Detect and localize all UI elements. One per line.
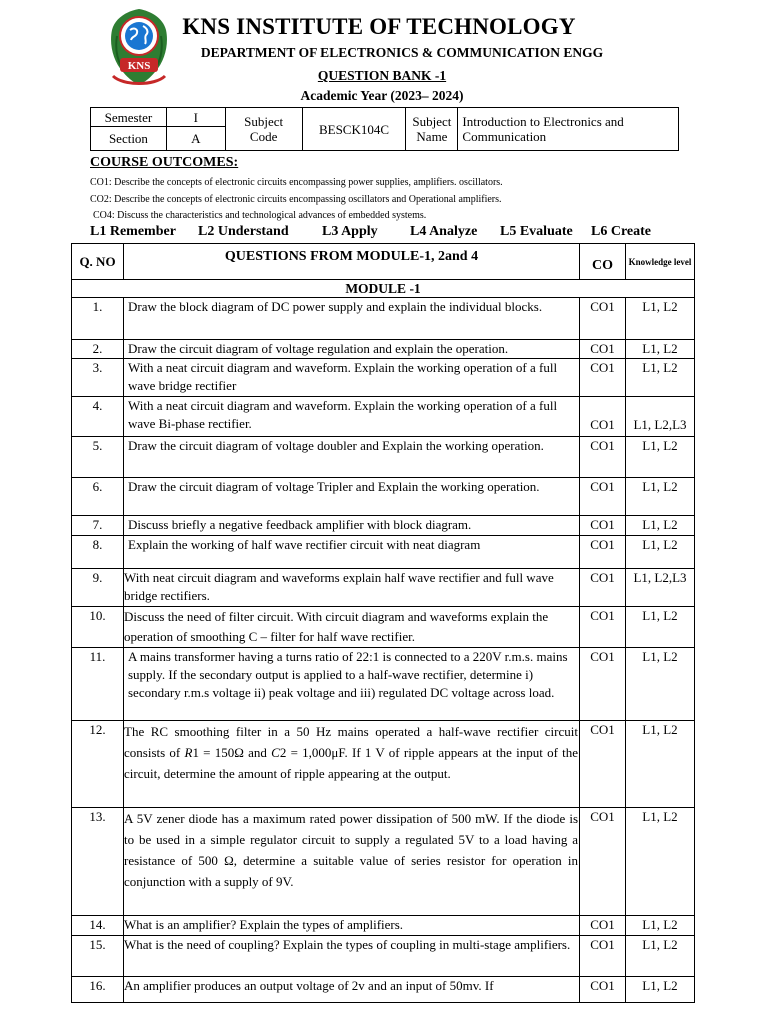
question-number: 5. <box>72 437 124 478</box>
knowledge-level: L1, L2 <box>626 916 695 936</box>
question-number: 2. <box>72 340 124 359</box>
co-value: CO1 <box>580 340 626 359</box>
knowledge-level: L1, L2 <box>626 478 695 516</box>
knowledge-level: L1, L2 <box>626 648 695 721</box>
semester-value: I <box>166 108 225 127</box>
table-row <box>72 340 695 359</box>
bloom-level: L2 Understand <box>198 224 289 239</box>
bloom-level: L3 Apply <box>322 224 378 239</box>
question-text: Explain the working of half wave rectifier circuit with neat diagram <box>124 536 580 569</box>
question-text: A mains transformer having a turns ratio of 22:1 is connected to a 220V r.m.s. mains supply. If the secondary output is applied to a half-wave rectifier, determine i) secondary r.m.s voltage ii) peak voltage and iii) regulated DC voltage across load. <box>124 648 580 721</box>
course-outcome: CO2: Describe the concepts of electronic circuits encompassing oscillators and Operational amplifiers. <box>90 194 502 205</box>
co-value: CO1 <box>580 298 626 340</box>
knowledge-level: L1, L2 <box>626 298 695 340</box>
bloom-level: L1 Remember <box>90 224 176 239</box>
table-row <box>72 359 695 397</box>
knowledge-level: L1, L2,L3 <box>626 569 695 607</box>
section-value: A <box>166 127 225 151</box>
co-value: CO1 <box>580 536 626 569</box>
table-row <box>72 569 695 607</box>
co-value: CO1 <box>580 936 626 977</box>
question-text: Discuss briefly a negative feedback amplifier with block diagram. <box>124 516 580 536</box>
bloom-level: L6 Create <box>591 224 651 239</box>
table-row <box>72 437 695 478</box>
co-value: CO1 <box>580 721 626 808</box>
co-value: CO1 <box>580 808 626 916</box>
module-title: MODULE -1 <box>72 280 695 298</box>
doc-title: QUESTION BANK -1 <box>317 68 447 83</box>
bloom-level: L5 Evaluate <box>500 224 573 239</box>
co-value: CO1 <box>580 607 626 648</box>
question-number: 9. <box>72 569 124 607</box>
academic-year: Academic Year (2023– 2024) <box>300 88 464 103</box>
header-knowledge-level: Knowledge level <box>626 244 695 280</box>
question-number: 13. <box>72 808 124 916</box>
question-text: With a neat circuit diagram and waveform. Explain the working operation of a full wave Bi-phase rectifier. <box>124 397 580 437</box>
co-value: CO1 <box>580 569 626 607</box>
question-number: 1. <box>72 298 124 340</box>
knowledge-level: L1, L2 <box>626 936 695 977</box>
course-outcome: CO4: Discuss the characteristics and technological advances of embedded systems. <box>93 210 427 221</box>
question-number: 6. <box>72 478 124 516</box>
question-number: 14. <box>72 916 124 936</box>
question-number: 8. <box>72 536 124 569</box>
question-text: Discuss the need of filter circuit. With circuit diagram and waveforms explain the operation of smoothing C – filter for half wave rectifier. <box>124 607 580 648</box>
table-row <box>72 478 695 516</box>
knowledge-level: L1, L2,L3 <box>626 397 695 437</box>
knowledge-level: L1, L2 <box>626 536 695 569</box>
header-qno: Q. NO <box>72 244 124 280</box>
question-number: 3. <box>72 359 124 397</box>
question-text: The RC smoothing filter in a 50 Hz mains operated a half-wave rectifier circuit consists of R1 = 150Ω and C2 = 1,000μF. If 1 V of ripple appears at the input of the circuit, determine the amount of ripple appearing at the output. <box>124 721 580 808</box>
question-number: 11. <box>72 648 124 721</box>
table-row <box>72 648 695 721</box>
knowledge-level: L1, L2 <box>626 516 695 536</box>
table-row <box>72 607 695 648</box>
bloom-level: L4 Analyze <box>410 224 478 239</box>
table-row <box>72 536 695 569</box>
question-text: Draw the circuit diagram of voltage Tripler and Explain the working operation. <box>124 478 580 516</box>
co-value: CO1 <box>580 916 626 936</box>
table-row <box>72 397 695 437</box>
question-text: Draw the circuit diagram of voltage doubler and Explain the working operation. <box>124 437 580 478</box>
semester-label: Semester <box>91 108 167 127</box>
co-value: CO1 <box>580 648 626 721</box>
subject-code-value: BESCK104C <box>302 108 406 151</box>
question-number: 15. <box>72 936 124 977</box>
question-text: Draw the block diagram of DC power supply and explain the individual blocks. <box>124 298 580 340</box>
subject-code-label: Subject Code <box>225 108 302 151</box>
question-text: With neat circuit diagram and waveforms explain half wave rectifier and full wave bridge rectifiers. <box>124 569 580 607</box>
question-number: 16. <box>72 977 124 1003</box>
table-row <box>72 936 695 977</box>
knowledge-level: L1, L2 <box>626 607 695 648</box>
course-outcomes-title: COURSE OUTCOMES: <box>90 155 239 170</box>
knowledge-level: L1, L2 <box>626 808 695 916</box>
question-text: What is an amplifier? Explain the types of amplifiers. <box>124 916 580 936</box>
knowledge-level: L1, L2 <box>626 359 695 397</box>
institute-name: KNS INSTITUTE OF TECHNOLOGY <box>182 14 576 39</box>
table-row <box>72 916 695 936</box>
question-number: 12. <box>72 721 124 808</box>
department-name: DEPARTMENT OF ELECTRONICS & COMMUNICATION ENGG <box>200 45 604 60</box>
question-text: A 5V zener diode has a maximum rated power dissipation of 500 mW. If the diode is to be used in a simple regulator circuit to supply a regulated 5V to a load having a resistance of 500 Ω, determine a suitable value of series resistor for operation in conjunction with a supply of 9V. <box>124 808 580 916</box>
subject-name-label: Subject Name <box>406 108 458 151</box>
co-value: CO1 <box>580 478 626 516</box>
co-value: CO1 <box>580 359 626 397</box>
question-number: 10. <box>72 607 124 648</box>
question-text: Draw the circuit diagram of voltage regulation and explain the operation. <box>124 340 580 359</box>
co-value: CO1 <box>580 977 626 1003</box>
subject-name-value: Introduction to Electronics and Communication <box>458 108 679 151</box>
table-row <box>72 721 695 808</box>
knowledge-level: L1, L2 <box>626 437 695 478</box>
header-co: CO <box>580 244 626 280</box>
section-label: Section <box>91 127 167 151</box>
knowledge-level: L1, L2 <box>626 340 695 359</box>
table-row <box>72 977 695 1003</box>
knowledge-level: L1, L2 <box>626 977 695 1003</box>
co-value: CO1 <box>580 437 626 478</box>
question-text: An amplifier produces an output voltage of 2v and an input of 50mv. If <box>124 977 580 1003</box>
question-text: With a neat circuit diagram and waveform. Explain the working operation of a full wave bridge rectifier <box>124 359 580 397</box>
co-value: CO1 <box>580 516 626 536</box>
subject-info-table <box>90 107 679 151</box>
table-row <box>72 808 695 916</box>
header-questions: QUESTIONS FROM MODULE-1, 2and 4 <box>124 244 580 280</box>
questions-table <box>71 243 695 1003</box>
logo-text: KNS <box>127 60 151 72</box>
co-value: CO1 <box>580 397 626 437</box>
table-row <box>72 298 695 340</box>
table-row <box>72 516 695 536</box>
question-text: What is the need of coupling? Explain the types of coupling in multi-stage amplifiers. <box>124 936 580 977</box>
knowledge-level: L1, L2 <box>626 721 695 808</box>
question-number: 4. <box>72 397 124 437</box>
question-number: 7. <box>72 516 124 536</box>
course-outcome: CO1: Describe the concepts of electronic circuits encompassing power supplies, amplifiers. oscillators. <box>90 177 503 188</box>
